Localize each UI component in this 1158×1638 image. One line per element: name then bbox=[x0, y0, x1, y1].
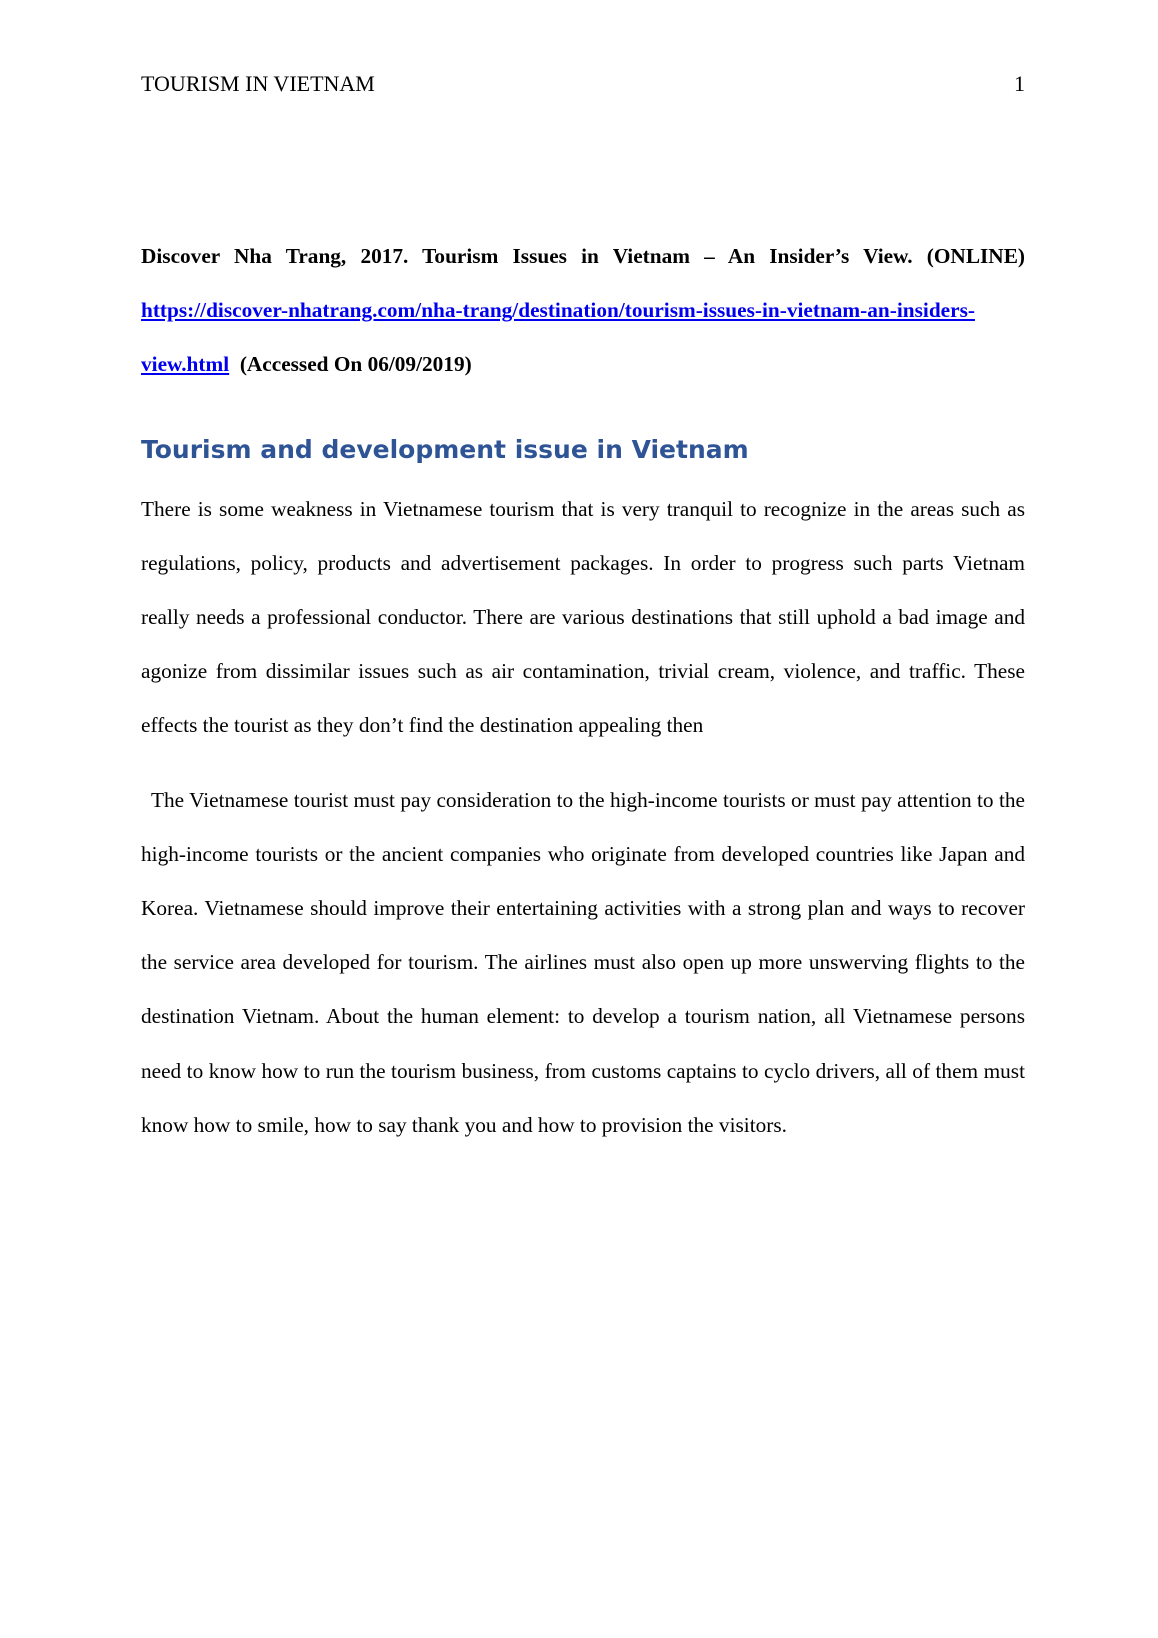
running-head: TOURISM IN VIETNAM bbox=[141, 71, 375, 96]
document-body bbox=[141, 229, 1025, 1152]
section-heading: Tourism and development issue in Vietnam bbox=[141, 434, 749, 464]
page-header bbox=[141, 70, 1025, 98]
reference-citation: Discover Nha Trang, 2017. Tourism Issues in Vietnam – An Insider’s View. (ONLINE) bbox=[141, 244, 1025, 268]
page-number: 1 bbox=[1014, 71, 1025, 96]
body-paragraph-1: There is some weakness in Vietnamese tourism that is very tranquil to recognize in the areas such as regulations, policy, products and advertisement packages. In order to progress such parts Vietnam really needs a professional conductor. There are various destinations that still uphold a bad image and agonize from dissimilar issues such as air contamination, trivial cream, violence, and traffic. These effects the tourist as they don’t find the destination appealing then bbox=[141, 496, 1025, 738]
reference-accessed-date: (Accessed On 06/09/2019) bbox=[239, 352, 472, 377]
reference-entry bbox=[141, 229, 1025, 392]
body-paragraph-2: The Vietnamese tourist must pay consideration to the high-income tourists or must pay attention to the high-income tourists or the ancient companies who originate from developed countries like Japan and Korea. Vietnamese should improve their entertaining activities with a strong plan and ways to recover the service area developed for tourism. The airlines must also open up more unswerving flights to the destination Vietnam. About the human element: to develop a tourism nation, all Vietnamese persons need to know how to run the tourism business, from customs captains to cyclo drivers, all of them must know how to smile, how to say thank you and how to provision the visitors. bbox=[141, 787, 1025, 1137]
reference-link[interactable]: https://discover-nhatrang.com/nha-trang/destination/tourism-issues-in-vietnam-an-insiders-view.html bbox=[141, 298, 975, 377]
